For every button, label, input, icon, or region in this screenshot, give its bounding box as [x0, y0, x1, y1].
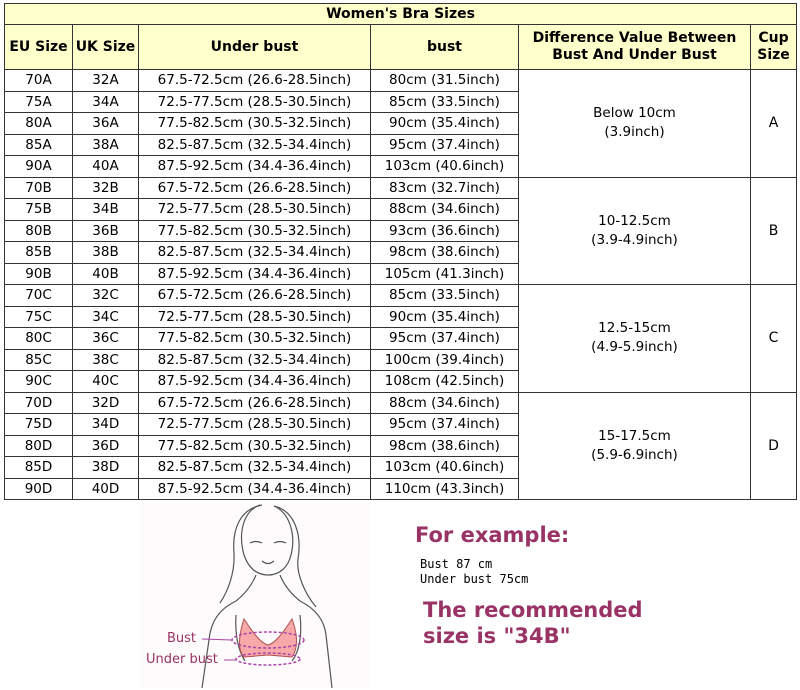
cell-under-bust: 67.5-72.5cm (26.6-28.5inch) [139, 70, 371, 92]
cell-under-bust: 67.5-72.5cm (26.6-28.5inch) [139, 177, 371, 199]
cell-difference: 15-17.5cm (5.9-6.9inch) [519, 392, 751, 500]
cell-cup-size: A [751, 70, 797, 178]
cell-eu-size: 75B [5, 199, 73, 221]
cell-under-bust: 87.5-92.5cm (34.4-36.4inch) [139, 371, 371, 393]
header-bust: bust [371, 25, 519, 70]
cell-bust: 95cm (37.4inch) [371, 134, 519, 156]
table-row [5, 392, 797, 414]
cell-under-bust: 77.5-82.5cm (30.5-32.5inch) [139, 328, 371, 350]
cell-under-bust: 82.5-87.5cm (32.5-34.4inch) [139, 134, 371, 156]
cell-under-bust: 67.5-72.5cm (26.6-28.5inch) [139, 392, 371, 414]
cell-uk-size: 38C [73, 349, 139, 371]
cell-eu-size: 75D [5, 414, 73, 436]
cell-cup-size: C [751, 285, 797, 393]
cell-bust: 95cm (37.4inch) [371, 414, 519, 436]
cell-bust: 88cm (34.6inch) [371, 199, 519, 221]
cell-eu-size: 90B [5, 263, 73, 285]
recommendation-line-2: size is "34B" [423, 624, 571, 648]
cell-uk-size: 34D [73, 414, 139, 436]
cell-bust: 90cm (35.4inch) [371, 306, 519, 328]
example-bust-value: Bust 87 cm [420, 557, 493, 571]
cell-under-bust: 87.5-92.5cm (34.4-36.4inch) [139, 156, 371, 178]
cell-bust: 103cm (40.6inch) [371, 156, 519, 178]
cell-bust: 90cm (35.4inch) [371, 113, 519, 135]
cell-bust: 100cm (39.4inch) [371, 349, 519, 371]
cell-bust: 105cm (41.3inch) [371, 263, 519, 285]
cell-bust: 103cm (40.6inch) [371, 457, 519, 479]
cell-eu-size: 90C [5, 371, 73, 393]
cell-under-bust: 77.5-82.5cm (30.5-32.5inch) [139, 220, 371, 242]
header-difference: Difference Value Between Bust And Under Bust [519, 25, 751, 70]
header-uk-size: UK Size [73, 25, 139, 70]
cell-eu-size: 75A [5, 91, 73, 113]
header-eu-size: EU Size [5, 25, 73, 70]
cell-bust: 85cm (33.5inch) [371, 285, 519, 307]
recommendation-text [423, 597, 643, 649]
cell-uk-size: 34B [73, 199, 139, 221]
cell-eu-size: 70C [5, 285, 73, 307]
cell-under-bust: 87.5-92.5cm (34.4-36.4inch) [139, 263, 371, 285]
cell-cup-size: B [751, 177, 797, 285]
cell-eu-size: 85D [5, 457, 73, 479]
cell-uk-size: 40C [73, 371, 139, 393]
cell-uk-size: 36B [73, 220, 139, 242]
example-panel [415, 523, 643, 649]
cell-bust: 93cm (36.6inch) [371, 220, 519, 242]
table-title: Women's Bra Sizes [5, 4, 797, 25]
cell-bust: 88cm (34.6inch) [371, 392, 519, 414]
cell-uk-size: 40D [73, 478, 139, 500]
cell-bust: 95cm (37.4inch) [371, 328, 519, 350]
cell-bust: 85cm (33.5inch) [371, 91, 519, 113]
cell-bust: 98cm (38.6inch) [371, 242, 519, 264]
header-under-bust: Under bust [139, 25, 371, 70]
cell-uk-size: 38B [73, 242, 139, 264]
cell-difference: 10-12.5cm (3.9-4.9inch) [519, 177, 751, 285]
cell-eu-size: 80B [5, 220, 73, 242]
table-row [5, 70, 797, 92]
cell-eu-size: 85A [5, 134, 73, 156]
cell-cup-size: D [751, 392, 797, 500]
table-row [5, 177, 797, 199]
cell-under-bust: 72.5-77.5cm (28.5-30.5inch) [139, 414, 371, 436]
cell-eu-size: 85C [5, 349, 73, 371]
cell-uk-size: 32D [73, 392, 139, 414]
bra-size-table [4, 3, 797, 500]
cell-bust: 98cm (38.6inch) [371, 435, 519, 457]
table-body [5, 70, 797, 500]
table-row [5, 285, 797, 307]
cell-under-bust: 72.5-77.5cm (28.5-30.5inch) [139, 199, 371, 221]
cell-uk-size: 34C [73, 306, 139, 328]
cell-eu-size: 90D [5, 478, 73, 500]
cell-eu-size: 75C [5, 306, 73, 328]
cell-under-bust: 67.5-72.5cm (26.6-28.5inch) [139, 285, 371, 307]
cell-bust: 83cm (32.7inch) [371, 177, 519, 199]
cell-eu-size: 85B [5, 242, 73, 264]
cell-uk-size: 36D [73, 435, 139, 457]
cell-eu-size: 70A [5, 70, 73, 92]
cell-uk-size: 34A [73, 91, 139, 113]
cell-uk-size: 32C [73, 285, 139, 307]
cell-under-bust: 72.5-77.5cm (28.5-30.5inch) [139, 91, 371, 113]
cell-eu-size: 80D [5, 435, 73, 457]
cell-eu-size: 70D [5, 392, 73, 414]
bust-label: Bust [167, 631, 197, 646]
header-cup-size: Cup Size [751, 25, 797, 70]
cell-under-bust: 77.5-82.5cm (30.5-32.5inch) [139, 435, 371, 457]
cell-uk-size: 40B [73, 263, 139, 285]
cell-eu-size: 80C [5, 328, 73, 350]
cell-uk-size: 40A [73, 156, 139, 178]
cell-under-bust: 82.5-87.5cm (32.5-34.4inch) [139, 349, 371, 371]
example-under-bust-value: Under bust 75cm [420, 572, 529, 586]
cell-difference: Below 10cm (3.9inch) [519, 70, 751, 178]
cell-eu-size: 80A [5, 113, 73, 135]
cell-bust: 110cm (43.3inch) [371, 478, 519, 500]
cell-bust: 80cm (31.5inch) [371, 70, 519, 92]
cell-uk-size: 36A [73, 113, 139, 135]
cell-under-bust: 82.5-87.5cm (32.5-34.4inch) [139, 242, 371, 264]
example-title: For example: [415, 523, 570, 547]
cell-eu-size: 70B [5, 177, 73, 199]
cell-under-bust: 82.5-87.5cm (32.5-34.4inch) [139, 457, 371, 479]
cell-under-bust: 77.5-82.5cm (30.5-32.5inch) [139, 113, 371, 135]
cell-uk-size: 38D [73, 457, 139, 479]
cell-eu-size: 90A [5, 156, 73, 178]
cell-bust: 108cm (42.5inch) [371, 371, 519, 393]
under-bust-label: Under bust [146, 652, 218, 667]
recommendation-line-1: The recommended [423, 598, 643, 622]
cell-under-bust: 72.5-77.5cm (28.5-30.5inch) [139, 306, 371, 328]
cell-uk-size: 38A [73, 134, 139, 156]
cell-difference: 12.5-15cm (4.9-5.9inch) [519, 285, 751, 393]
cell-uk-size: 32B [73, 177, 139, 199]
cell-under-bust: 87.5-92.5cm (34.4-36.4inch) [139, 478, 371, 500]
cell-uk-size: 32A [73, 70, 139, 92]
cell-uk-size: 36C [73, 328, 139, 350]
